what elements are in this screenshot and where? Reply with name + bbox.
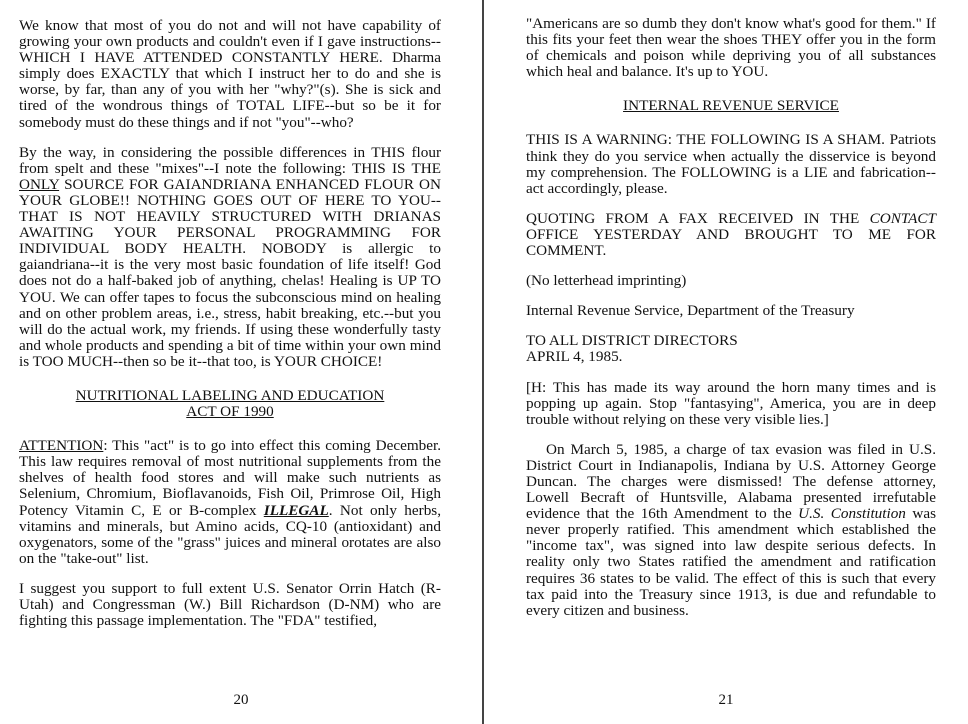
attention-text-a: : This "act" is to go into effect this coming December. This law requires removal of most nutritional supplements from the shelves of health food stores and will make such nutrients as Selenium, Chromium, Bioflavanoids, Fish Oil, Primrose Oil, High Potency Vitamin C, E or B-complex	[19, 437, 441, 519]
flour-text-a: By the way, in considering the possible differences in THIS flour from spelt and these "mixes"--I note the following: THIS IS THE	[19, 143, 441, 177]
page-number-right: 21	[718, 692, 734, 708]
flour-text-b: SOURCE FOR GAIANDRIANA ENHANCED FLOUR ON YOUR GLOBE!! NOTHING GOES OUT OF HERE TO YOU--THAT IS NOT HEAVILY STRUCTURED WITH DRIANAS AWAITING YOUR PERSONAL PROGRAMMING FOR INDIVIDUAL BODY HEALTH. NOBODY is allergic to gaiandriana--it is the very most basic foundation of life itself! God does not do a half-baked job of anything, chelas! Healing is UP TO YOU. We can offer tapes to focus the subconscious mind on healing and on other problem areas, i.e., stress, habit breaking, etc.--but you will do the actual work, my friends. If using these wonderfully tasty and whole products and spending a bit of time within your own mind is TOO MUCH--then so be it--that too, is YOUR CHOICE!	[19, 175, 441, 370]
illegal-emphasis: ILLEGAL	[263, 501, 329, 519]
attention-text-b: . Not only herbs, vitamins and minerals, but Amino acids, CQ-10 (antioxidant) and oxygenators, some of the "grass" juices and mineral orotates are also on the "take-out" list.	[19, 501, 441, 567]
nutrition-act-heading-line2: ACT OF 1990	[186, 403, 274, 421]
constitution-emphasis: U.S. Constitution	[798, 505, 906, 523]
paragraph-flour	[19, 145, 441, 370]
paragraph-warning: THIS IS A WARNING: THE FOLLOWING IS A SHAM. Patriots think they do you service when actually the disservice is beyond my comprehension. The FOLLOWING is a LIE and fabrication--act accordingly, please.	[526, 131, 936, 197]
right-page-body	[526, 16, 936, 619]
quoting-text-b: OFFICE YESTERDAY AND BROUGHT TO ME FOR COMMENT.	[526, 225, 936, 260]
right-page	[484, 0, 968, 724]
page-number-left: 20	[233, 692, 249, 708]
district-directors-line: TO ALL DISTRICT DIRECTORS	[526, 332, 738, 350]
paragraph-capability: We know that most of you do not and will not have capability of growing your own products and couldn't even if I gave instructions--WHICH I HAVE ATTENDED CONSTANTLY HERE. Dharma simply does EXACTLY that which I instruct her to do and she is worse, by far, than any of you with her "why?"(s). She is sick and tired of the wondrous things of TOTAL LIFE--but so be it for somebody must do these things and if not "you"--who?	[19, 17, 441, 131]
left-page	[0, 0, 482, 724]
paragraph-quoting	[526, 211, 936, 259]
quoting-text-a: QUOTING FROM A FAX RECEIVED IN THE	[526, 209, 870, 227]
paragraph-march-1985	[526, 442, 936, 619]
paragraph-attention	[19, 438, 441, 567]
paragraph-no-letterhead: (No letterhead imprinting)	[526, 272, 687, 290]
memo-date-line: APRIL 4, 1985.	[526, 348, 623, 366]
march-text-a: On March 5, 1985, a charge of tax evasion was filed in U.S. District Court in Indianapolis, Indiana by U.S. Attorney George Duncan. The charges were dismissed! The defense attorney, Lowell Becraft of Huntsville, Alabama presented irrefutable evidence that the 16th Amendment to the	[526, 440, 936, 523]
march-text-b: was never properly ratified. This amendment which established the "income tax", was signed into law despite serious defects. In reality only two States ratified the amendment and ratification requires 36 states to be valid. The effect of this is such that every tax paid into the Treasury since 1913, is due and refundable to every citizen and business.	[526, 505, 936, 619]
paragraph-support: I suggest you support to full extent U.S. Senator Orrin Hatch (R-Utah) and Congressman (W.) Bill Richardson (D-NM) who are fighting this passage implementation. The "FDA" testified,	[19, 579, 441, 630]
irs-heading: INTERNAL REVENUE SERVICE	[623, 97, 839, 115]
attention-label: ATTENTION	[19, 437, 104, 455]
paragraph-irs-department: Internal Revenue Service, Department of the Treasury	[526, 302, 855, 320]
left-page-body	[19, 18, 441, 629]
paragraph-horn: [H: This has made its way around the horn many times and is popping up again. Stop "fantasying", America, you are in deep trouble without relying on these very visible lies.]	[526, 378, 936, 428]
paragraph-americans: "Americans are so dumb they don't know what's good for them." If this fits your feet then wear the shoes THEY offer you in the form of chemicals and poison while depriving you of all substances which heal and balance. It's up to YOU.	[526, 15, 936, 81]
nutrition-act-heading-line1: NUTRITIONAL LABELING AND EDUCATION	[75, 386, 385, 404]
only-emphasis: ONLY	[19, 175, 60, 193]
contact-emphasis: CONTACT	[869, 209, 936, 227]
